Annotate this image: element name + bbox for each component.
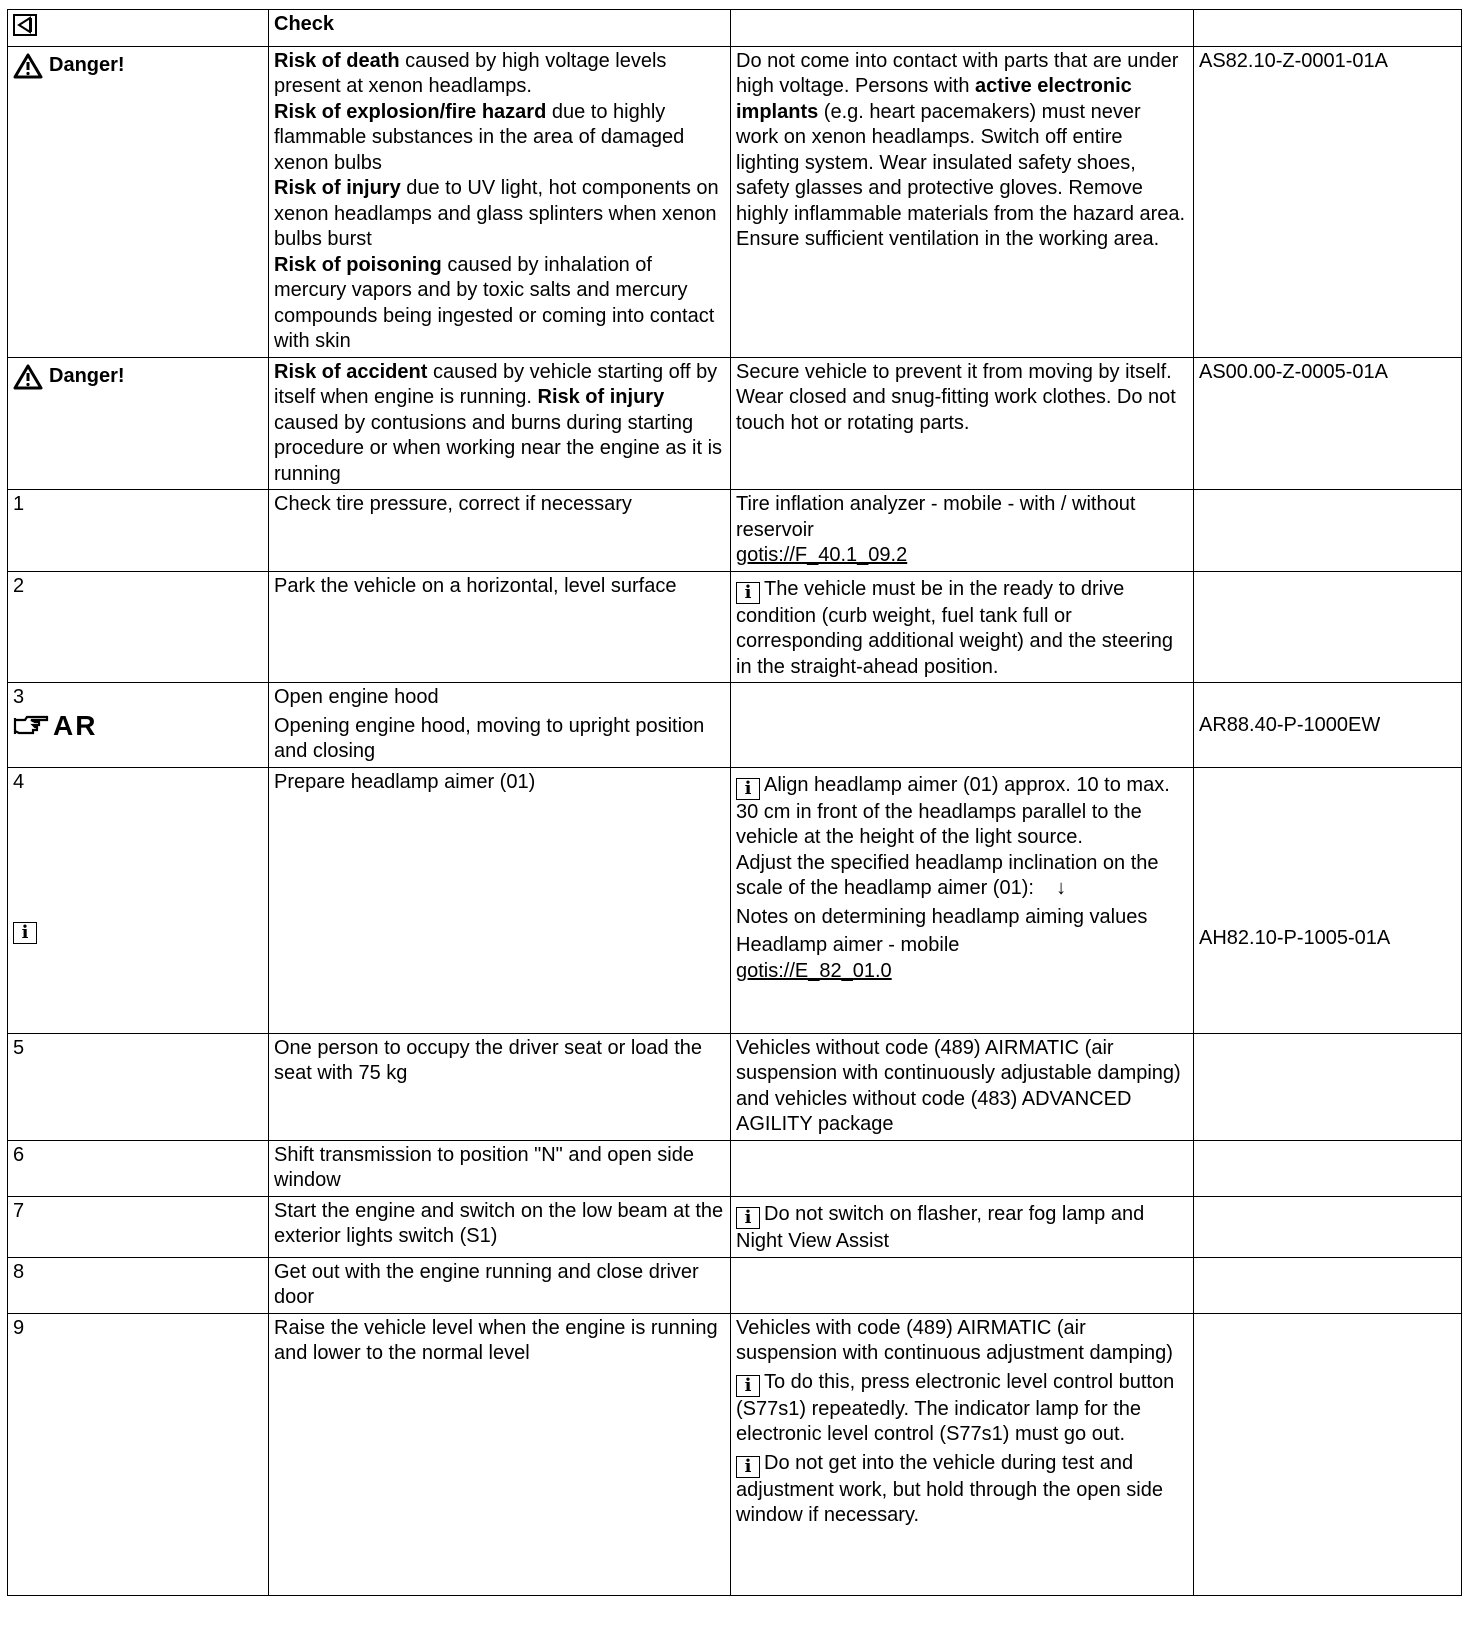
danger-label: Danger! [13, 53, 263, 79]
step-note: To do this, press electronic level control button (S77s1) repeatedly. The indicator lamp for the electronic level control (S77s1) must go out. [736, 1370, 1175, 1445]
table-row [8, 1196, 1462, 1257]
table-row [8, 46, 1462, 357]
risk-explosion: Risk of explosion/fire hazard due to highly flammable substances in the area of damaged xenon bulbs [274, 100, 685, 174]
info-icon: i [736, 582, 760, 604]
table-row [8, 1140, 1462, 1196]
step-text: Raise the vehicle level when the engine is running and lower to the normal level [269, 1313, 731, 1595]
reference-link[interactable]: AS00.00-Z-0005-01A [1194, 357, 1462, 490]
step-text: Check tire pressure, correct if necessary [269, 490, 731, 572]
risk-death: Risk of death caused by high voltage levels present at xenon headlamps. [274, 49, 667, 97]
info-icon: i [13, 922, 37, 944]
reference-link[interactable]: AS82.10-Z-0001-01A [1194, 46, 1462, 357]
step-note: Vehicles with code (489) AIRMATIC (air suspension with continuous adjustment damping) [736, 1316, 1173, 1364]
step-text: Get out with the engine running and close driver door [269, 1257, 731, 1313]
step-text: Start the engine and switch on the low beam at the exterior lights switch (S1) [269, 1196, 731, 1257]
step-note: Notes on determining headlamp aiming values [736, 905, 1148, 928]
safety-measure: Secure vehicle to prevent it from moving by itself. [736, 360, 1172, 383]
back-arrow-icon[interactable] [13, 14, 37, 36]
risk-poisoning: Risk of poisoning caused by inhalation of mercury vapors and by toxic salts and mercury compounds being ingested or coming into contact with skin [274, 253, 715, 352]
step-number: 5 [8, 1033, 269, 1140]
safety-measure-ventilation: Ensure sufficient ventilation in the working area. [736, 228, 1160, 250]
info-icon: i [736, 1207, 760, 1229]
header-check: Check [274, 13, 335, 35]
gotis-link[interactable]: gotis://E_82_01.0 [736, 959, 892, 982]
step-note: The vehicle must be in the ready to drive condition (curb weight, fuel tank full or corresponding additional weight) and the steering in the straight-ahead position. [736, 577, 1173, 678]
step-note: Adjust the specified headlamp inclination on the scale of the headlamp aimer (01): ↓ [736, 851, 1159, 899]
table-row [8, 683, 1462, 768]
table-header-row [8, 10, 1462, 47]
reference-link[interactable]: AH82.10-P-1005-01A [1194, 767, 1462, 1033]
pointing-hand-icon [13, 714, 49, 736]
info-icon: i [736, 778, 760, 800]
table-row [8, 1033, 1462, 1140]
step-subtext: Opening engine hood, moving to upright position and closing [274, 714, 705, 762]
step-number: 8 [8, 1257, 269, 1313]
step-number: 6 [8, 1140, 269, 1196]
step-number: 2 [8, 571, 269, 683]
table-row [8, 357, 1462, 490]
step-note: Align headlamp aimer (01) approx. 10 to max. 30 cm in front of the headlamps parallel to the vehicle at the height of the light source. [736, 773, 1170, 848]
step-text: Open engine hood [274, 686, 439, 708]
table-row [8, 490, 1462, 572]
table-row [8, 571, 1462, 683]
info-icon: i [736, 1456, 760, 1478]
step-text: Shift transmission to position "N" and open side window [269, 1140, 731, 1196]
step-number: 9 [8, 1313, 269, 1595]
table-row [8, 1313, 1462, 1595]
warning-icon [13, 364, 43, 390]
step-number: 7 [8, 1196, 269, 1257]
warning-icon [13, 53, 43, 79]
step-text: Park the vehicle on a horizontal, level surface [269, 571, 731, 683]
risk-accident: Risk of accident caused by vehicle starting off by itself when engine is running. Risk of injury caused by contusions and burns during starting procedure or when working near the engine as it is running [274, 360, 723, 485]
table-row [8, 767, 1462, 1033]
danger-label: Danger! [13, 364, 263, 390]
step-text: Prepare headlamp aimer (01) [269, 767, 731, 1033]
safety-measure-clothes: Wear closed and snug-fitting work clothes. Do not touch hot or rotating parts. [736, 386, 1176, 434]
step-note: Vehicles without code (489) AIRMATIC (air suspension with continuously adjustable damping) and vehicles without code (483) ADVANCED AGILITY package [731, 1033, 1194, 1140]
step-number: 1 [8, 490, 269, 572]
table-row [8, 1257, 1462, 1313]
info-icon: i [736, 1375, 760, 1397]
ar-label: AR [53, 709, 98, 741]
reference-link[interactable]: AR88.40-P-1000EW [1194, 683, 1462, 768]
procedure-table [7, 9, 1462, 1596]
safety-measure: Do not come into contact with parts that are under high voltage. Persons with active electronic implants (e.g. heart pacemakers) must never work on xenon headlamps. Switch off entire lighting system. Wear insulated safety shoes, safety glasses and protective gloves. Remove highly inflammable materials from the hazard area. [736, 49, 1186, 225]
risk-injury: Risk of injury due to UV light, hot components on xenon headlamps and glass splinters when xenon bulbs burst [274, 177, 719, 250]
step-note: Tire inflation analyzer - mobile - with / without reservoir [736, 493, 1136, 541]
step-text: One person to occupy the driver seat or load the seat with 75 kg [269, 1033, 731, 1140]
step-note: Headlamp aimer - mobile [736, 934, 960, 956]
step-note: Do not get into the vehicle during test and adjustment work, but hold through the open side window if necessary. [736, 1451, 1163, 1526]
arrow-down-icon[interactable]: ↓ [1056, 877, 1067, 899]
step-note: Do not switch on flasher, rear fog lamp and Night View Assist [736, 1202, 1145, 1252]
gotis-link[interactable]: gotis://F_40.1_09.2 [736, 544, 908, 566]
step-number: 4 [13, 770, 25, 793]
step-number: 3 [13, 686, 25, 708]
